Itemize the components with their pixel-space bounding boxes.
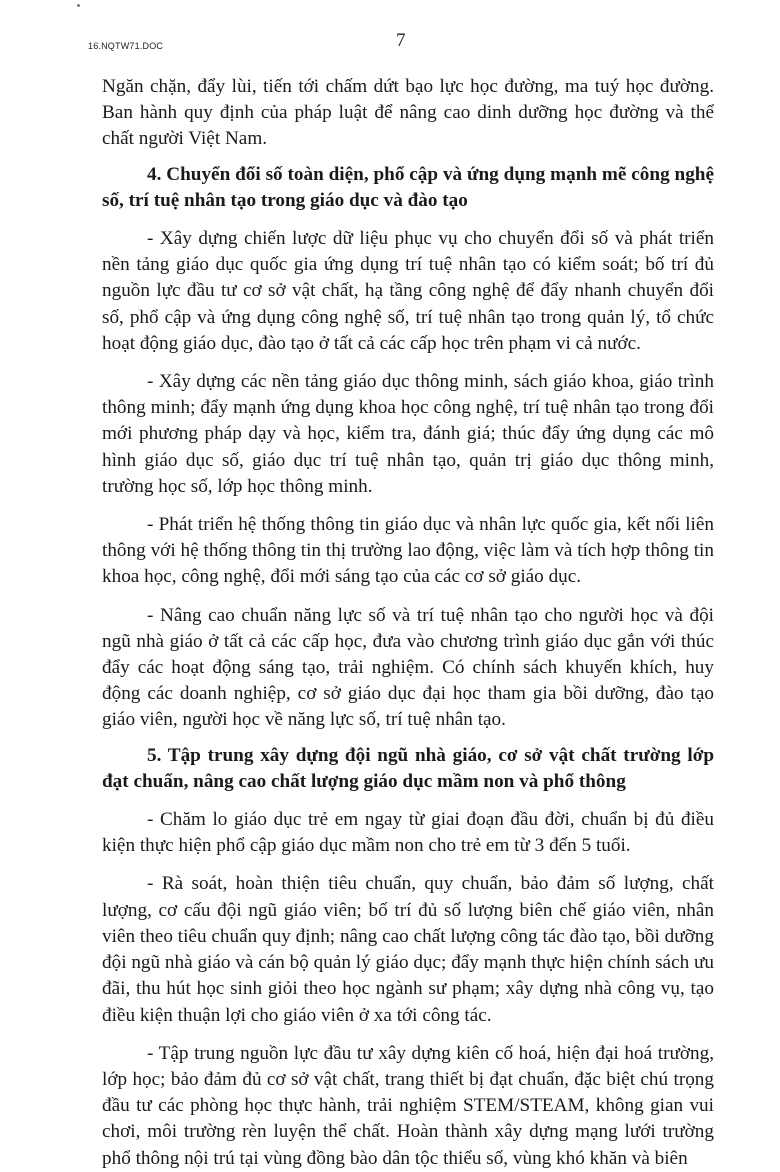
section-4-paragraph-1: - Xây dựng chiến lược dữ liệu phục vụ cho chuyển đổi số và phát triển nền tảng giáo dục quốc gia ứng dụng trí tuệ nhân tạo có kiểm soát; bố trí đủ nguồn lực đầu tư cơ sở vật chất, hạ tầng công nghệ để đẩy nhanh chuyển đổi số, phổ cập và ứng dụng công nghệ số, trí tuệ nhân tạo trong quản lý, tổ chức hoạt động giáo dục, đào tạo ở tất cả các cấp học trên phạm vi cả nước. (102, 228, 714, 354)
section-4-heading: 4. Chuyển đổi số toàn diện, phổ cập và ứng dụng mạnh mẽ công nghệ số, trí tuệ nhân tạo trong giáo dục và đào tạo (102, 163, 714, 211)
section-4-paragraph-4: - Nâng cao chuẩn năng lực số và trí tuệ nhân tạo cho người học và đội ngũ nhà giáo ở tất cả các cấp học, đưa vào chương trình giáo dục gắn với thúc đẩy các hoạt động sáng tạo, trải nghiệm. Có chính sách khuyến khích, huy động các doanh nghiệp, cơ sở giáo dục đại học tham gia bồi dưỡng, đào tạo giáo viên, người học về năng lực số, trí tuệ nhân tạo. (102, 604, 714, 731)
section-5-paragraph-2: - Rà soát, hoàn thiện tiêu chuẩn, quy chuẩn, bảo đảm số lượng, chất lượng, cơ cấu đội ngũ giáo viên; bố trí đủ số lượng biên chế giáo viên, nhân viên theo tiêu chuẩn quy định; nâng cao chất lượng công tác đào tạo, bồi dưỡng đội ngũ nhà giáo và cán bộ quản lý giáo dục; đẩy mạnh thực hiện chính sách ưu đãi, thu hút học sinh giỏi theo học ngành sư phạm; xây dựng nhà công vụ, tạo điều kiện thuận lợi cho giáo viên ở xa tới công tác. (102, 873, 714, 1026)
section-5-paragraph-1: - Chăm lo giáo dục trẻ em ngay từ giai đoạn đầu đời, chuẩn bị đủ điều kiện thực hiện phổ cập giáo dục mầm non cho trẻ em từ 3 đến 5 tuổi. (102, 809, 714, 857)
scan-mark (77, 4, 80, 7)
intro-paragraph: Ngăn chặn, đẩy lùi, tiến tới chấm dứt bạo lực học đường, ma tuý học đường. Ban hành quy định của pháp luật để nâng cao dinh dưỡng học đường và thể chất người Việt Nam. (102, 76, 714, 150)
document-body (102, 74, 714, 1172)
page-number: 7 (396, 30, 406, 51)
section-4-paragraph-3: - Phát triển hệ thống thông tin giáo dục và nhân lực quốc gia, kết nối liên thông với hệ thống thông tin thị trường lao động, việc làm và tích hợp thông tin khoa học, công nghệ, đổi mới sáng tạo của các cơ sở giáo dục. (102, 514, 714, 588)
section-5-paragraph-3: - Tập trung nguồn lực đầu tư xây dựng kiên cố hoá, hiện đại hoá trường, lớp học; bảo đảm đủ cơ sở vật chất, trang thiết bị đạt chuẩn, đặc biệt chú trọng đầu tư các phòng học thực hành, trải nghiệm STEM/STEAM, không gian vui chơi, môi trường rèn luyện thể chất. Hoàn thành xây dựng mạng lưới trường phổ thông nội trú tại vùng đồng bào dân tộc thiểu số, vùng khó khăn và biên (102, 1042, 714, 1169)
section-5-heading: 5. Tập trung xây dựng đội ngũ nhà giáo, cơ sở vật chất trường lớp đạt chuẩn, nâng cao chất lượng giáo dục mầm non và phổ thông (102, 744, 714, 792)
document-code: 16.NQTW71.DOC (88, 41, 164, 51)
section-4-paragraph-2: - Xây dựng các nền tảng giáo dục thông minh, sách giáo khoa, giáo trình thông minh; đẩy mạnh ứng dụng khoa học công nghệ, trí tuệ nhân tạo trong đổi mới phương pháp dạy và học, kiểm tra, đánh giá; thúc đẩy ứng dụng các mô hình giáo dục số, giáo dục trí tuệ nhân tạo, quản trị giáo dục thông minh, trường học số, lớp học thông minh. (102, 371, 714, 497)
